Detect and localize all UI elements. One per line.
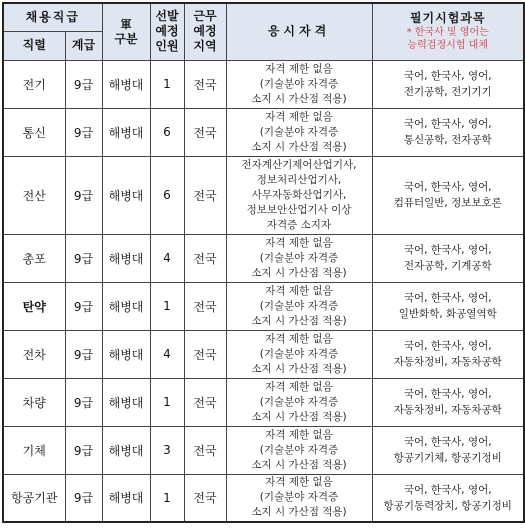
header-military-branch (102, 3, 150, 60)
job-name: 탄약 (3, 282, 65, 330)
grade: 9급 (65, 426, 102, 474)
subject-line: 국어, 한국사, 영어, (403, 181, 492, 193)
qualification-line: 자격 제한 없음 (265, 110, 333, 123)
qualification (226, 378, 372, 426)
header-subjects-note: * 한국사 및 영어는 (406, 27, 489, 39)
subject-line: 국어, 한국사, 영어, (403, 388, 492, 400)
work-region: 전국 (184, 474, 226, 522)
grade: 9급 (65, 282, 102, 330)
exam-subjects (372, 108, 524, 156)
job-name: 통신 (3, 108, 65, 156)
work-region: 전국 (184, 108, 226, 156)
quota-count: 4 (150, 234, 184, 282)
header-region (184, 3, 226, 60)
qualification (226, 474, 372, 522)
qualification-line: 소지 시 가산점 적용) (251, 506, 347, 519)
job-name: 전차 (3, 330, 65, 378)
qualification-line: 사무자동화산업기사, (251, 188, 347, 201)
table-row (3, 60, 524, 108)
qualification (226, 234, 372, 282)
quota-count: 1 (150, 378, 184, 426)
grade: 9급 (65, 378, 102, 426)
header-military-bottom: 구분 (114, 31, 138, 46)
work-region: 전국 (184, 378, 226, 426)
quota-count: 1 (150, 282, 184, 330)
work-region: 전국 (184, 156, 226, 234)
military-branch: 해병대 (102, 378, 150, 426)
grade: 9급 (65, 156, 102, 234)
qualification-line: 소지 시 가산점 적용) (251, 92, 347, 105)
job-name: 기체 (3, 426, 65, 474)
subject-line: 컴퓨터일반, 정보보호론 (393, 197, 502, 209)
subject-line: 국어, 한국사, 영어, (403, 292, 492, 304)
work-region: 전국 (184, 426, 226, 474)
military-branch: 해병대 (102, 60, 150, 108)
exam-subjects (372, 282, 524, 330)
subject-line: 항공기기체, 항공기정비 (393, 452, 502, 464)
subject-line: 국어, 한국사, 영어, (403, 118, 492, 130)
subject-line: 항공기동력장치, 항공기정비 (383, 499, 512, 512)
table-row (3, 330, 524, 378)
qualification-line: 전자계산기제어산업기사, (241, 158, 357, 171)
qualification-line: 자격 제한 없음 (265, 332, 333, 345)
quota-count: 4 (150, 330, 184, 378)
military-branch: 해병대 (102, 426, 150, 474)
qualification-line: 정보보안산업기사 이상 (246, 203, 352, 216)
job-name: 전산 (3, 156, 65, 234)
header-quota (150, 3, 184, 60)
military-branch: 해병대 (102, 282, 150, 330)
military-branch: 해병대 (102, 474, 150, 522)
exam-subjects (372, 156, 524, 234)
qualification (226, 108, 372, 156)
qualification-line: 자격 제한 없음 (265, 380, 333, 393)
job-name: 차량 (3, 378, 65, 426)
grade: 9급 (65, 474, 102, 522)
qualification-line: 자격 제한 없음 (265, 284, 333, 297)
qualification (226, 330, 372, 378)
table-row (3, 474, 524, 522)
table-row (3, 234, 524, 282)
qualification-line: 소지 시 가산점 적용) (251, 410, 347, 423)
header-military-top: 軍 (120, 17, 132, 31)
military-branch: 해병대 (102, 156, 150, 234)
subject-line: 자동차정비, 자동차공학 (393, 404, 502, 416)
qualification (226, 282, 372, 330)
job-name: 항공기관 (3, 474, 65, 522)
subject-line: 자동차정비, 자동차공학 (393, 356, 502, 368)
military-branch: 해병대 (102, 234, 150, 282)
header-region-line: 근무 (193, 9, 217, 24)
table-row (3, 378, 524, 426)
header-job: 직렬 (3, 31, 65, 60)
work-region: 전국 (184, 282, 226, 330)
table-row (3, 282, 524, 330)
subject-line: 통신공학, 전자공학 (403, 134, 492, 146)
header-subjects (372, 3, 524, 60)
header-region-line: 지역 (193, 39, 217, 54)
qualification-line: (기술분야 자격증 (259, 491, 339, 504)
military-branch: 해병대 (102, 108, 150, 156)
job-name: 총포 (3, 234, 65, 282)
header-qualification: 응시자격 (226, 3, 372, 60)
qualification-line: 소지 시 가산점 적용) (251, 458, 347, 471)
quota-count: 6 (150, 156, 184, 234)
header-subjects-title: 필기시험과목 (409, 11, 486, 26)
header-grade: 계급 (65, 31, 102, 60)
qualification-line: 자격 제한 없음 (265, 428, 333, 441)
header-quota-line: 인원 (155, 39, 179, 54)
work-region: 전국 (184, 330, 226, 378)
qualification (226, 156, 372, 234)
qualification-line: (기술분야 자격증 (259, 299, 339, 312)
quota-count: 3 (150, 426, 184, 474)
quota-count: 1 (150, 60, 184, 108)
qualification-line: (기술분야 자격증 (259, 347, 339, 360)
table-body (3, 60, 524, 522)
subject-line: 전자공학, 기계공학 (403, 260, 492, 272)
table-row (3, 108, 524, 156)
exam-subjects (372, 426, 524, 474)
qualification (226, 426, 372, 474)
subject-line: 국어, 한국사, 영어, (403, 436, 492, 448)
qualification-line: 자격증 소지자 (266, 218, 332, 231)
work-region: 전국 (184, 60, 226, 108)
grade: 9급 (65, 108, 102, 156)
header-job-group: 채용직급 (3, 3, 102, 31)
recruitment-table (2, 2, 525, 523)
exam-subjects (372, 234, 524, 282)
qualification-line: (기술분야 자격증 (259, 125, 339, 138)
qualification-line: (기술분야 자격증 (259, 395, 339, 408)
qualification-line: 소지 시 가산점 적용) (251, 266, 347, 279)
header-quota-line: 예정 (155, 24, 179, 39)
military-branch: 해병대 (102, 330, 150, 378)
quota-count: 6 (150, 108, 184, 156)
subject-line: 전기공학, 전기기기 (403, 86, 492, 98)
qualification-line: 소지 시 가산점 적용) (251, 362, 347, 375)
qualification-line: 소지 시 가산점 적용) (251, 140, 347, 153)
subject-line: 국어, 한국사, 영어, (403, 244, 492, 256)
qualification-line: 정보처리산업기사, (256, 173, 342, 186)
qualification-line: 자격 제한 없음 (265, 62, 333, 75)
qualification-line: (기술분야 자격증 (259, 77, 339, 90)
exam-subjects (372, 378, 524, 426)
table-row (3, 426, 524, 474)
subject-line: 국어, 한국사, 영어, (403, 483, 492, 496)
subject-line: 국어, 한국사, 영어, (403, 70, 492, 82)
grade: 9급 (65, 234, 102, 282)
qualification-line: 자격 제한 없음 (265, 476, 333, 489)
subject-line: 일반화학, 화공열역학 (398, 308, 497, 320)
exam-subjects (372, 60, 524, 108)
header-subjects-note: 능력검정시험 대체 (407, 40, 488, 52)
header-quota-line: 선발 (155, 9, 179, 24)
table-row (3, 156, 524, 234)
job-name: 전기 (3, 60, 65, 108)
qualification-line: (기술분야 자격증 (259, 443, 339, 456)
grade: 9급 (65, 60, 102, 108)
subject-line: 국어, 한국사, 영어, (403, 340, 492, 352)
exam-subjects (372, 474, 524, 522)
header-region-line: 예정 (193, 24, 217, 39)
quota-count: 1 (150, 474, 184, 522)
qualification-line: 자격 제한 없음 (265, 236, 333, 249)
grade: 9급 (65, 330, 102, 378)
qualification-line: 소지 시 가산점 적용) (251, 314, 347, 327)
exam-subjects (372, 330, 524, 378)
work-region: 전국 (184, 234, 226, 282)
qualification (226, 60, 372, 108)
qualification-line: (기술분야 자격증 (259, 251, 339, 264)
